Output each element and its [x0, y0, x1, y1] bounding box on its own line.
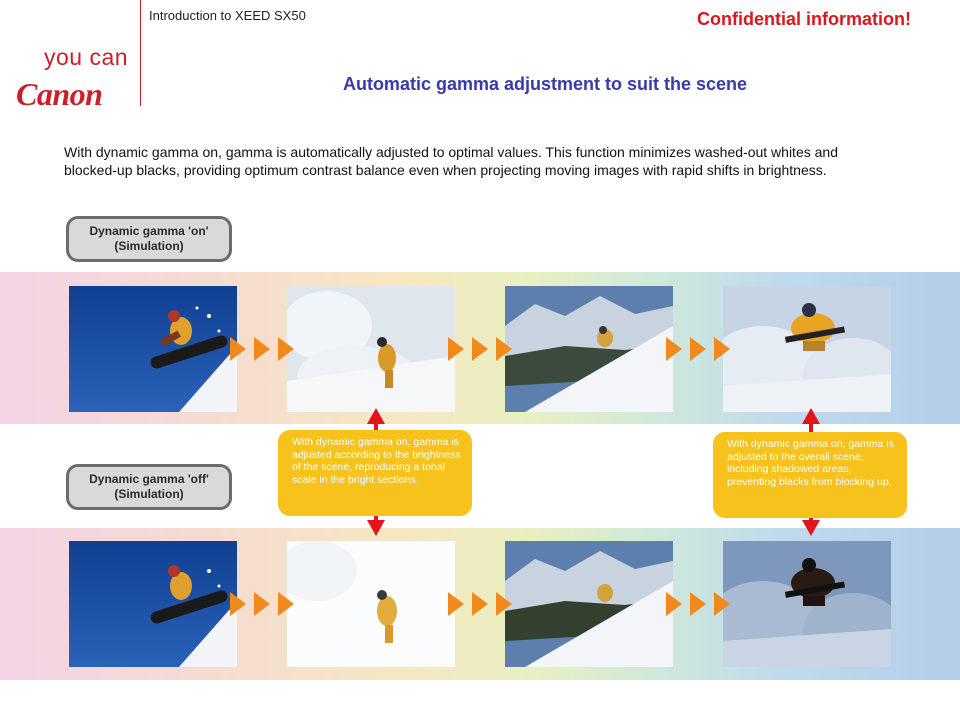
presentation-title: Introduction to XEED SX50: [149, 8, 306, 23]
photo-off-snow-washed-out: [287, 541, 455, 667]
next-arrows-icon: [664, 335, 734, 363]
callout-bright-tones: With dynamic gamma on, gamma is adjusted according to the brightness of the scene, reproducing a tonal scale in the bright sections.: [278, 430, 472, 516]
callout-shadow-detail: With dynamic gamma on, gamma is adjusted to the overall scene, including shadowed areas, preventing blacks from blocking up.: [713, 432, 907, 518]
dynamic-gamma-off-subtitle: (Simulation): [114, 487, 184, 501]
next-arrows-icon: [446, 335, 516, 363]
photo-on-mountain-slope: [505, 286, 673, 412]
photo-off-skier-dark: [723, 541, 891, 667]
logo-tagline: you can: [44, 44, 129, 70]
dynamic-gamma-off-label: [66, 464, 232, 510]
photo-on-skier-closeup: [723, 286, 891, 412]
photo-on-snow-spray: [287, 286, 455, 412]
photo-off-snowboard-jump: [69, 541, 237, 667]
next-arrows-icon: [228, 590, 298, 618]
photo-off-mountain-slope: [505, 541, 673, 667]
dynamic-gamma-on-title: Dynamic gamma 'on': [89, 224, 209, 238]
next-arrows-icon: [446, 590, 516, 618]
slide-title: Automatic gamma adjustment to suit the scene: [342, 74, 748, 94]
description-text: With dynamic gamma on, gamma is automatically adjusted to optimal values. This function minimizes washed-out whites and blocked-up blacks, providing optimum contrast balance even when projecting moving images with rapid shifts in brightness.: [64, 144, 838, 178]
photo-on-snowboard-jump: [69, 286, 237, 412]
dynamic-gamma-on-subtitle: (Simulation): [114, 239, 184, 253]
next-arrows-icon: [664, 590, 734, 618]
dynamic-gamma-off-title: Dynamic gamma 'off': [89, 472, 209, 486]
confidential-notice: Confidential information!: [697, 9, 911, 29]
dynamic-gamma-on-label: [66, 216, 232, 262]
logo-brand: Canon: [16, 76, 103, 112]
next-arrows-icon: [228, 335, 298, 363]
